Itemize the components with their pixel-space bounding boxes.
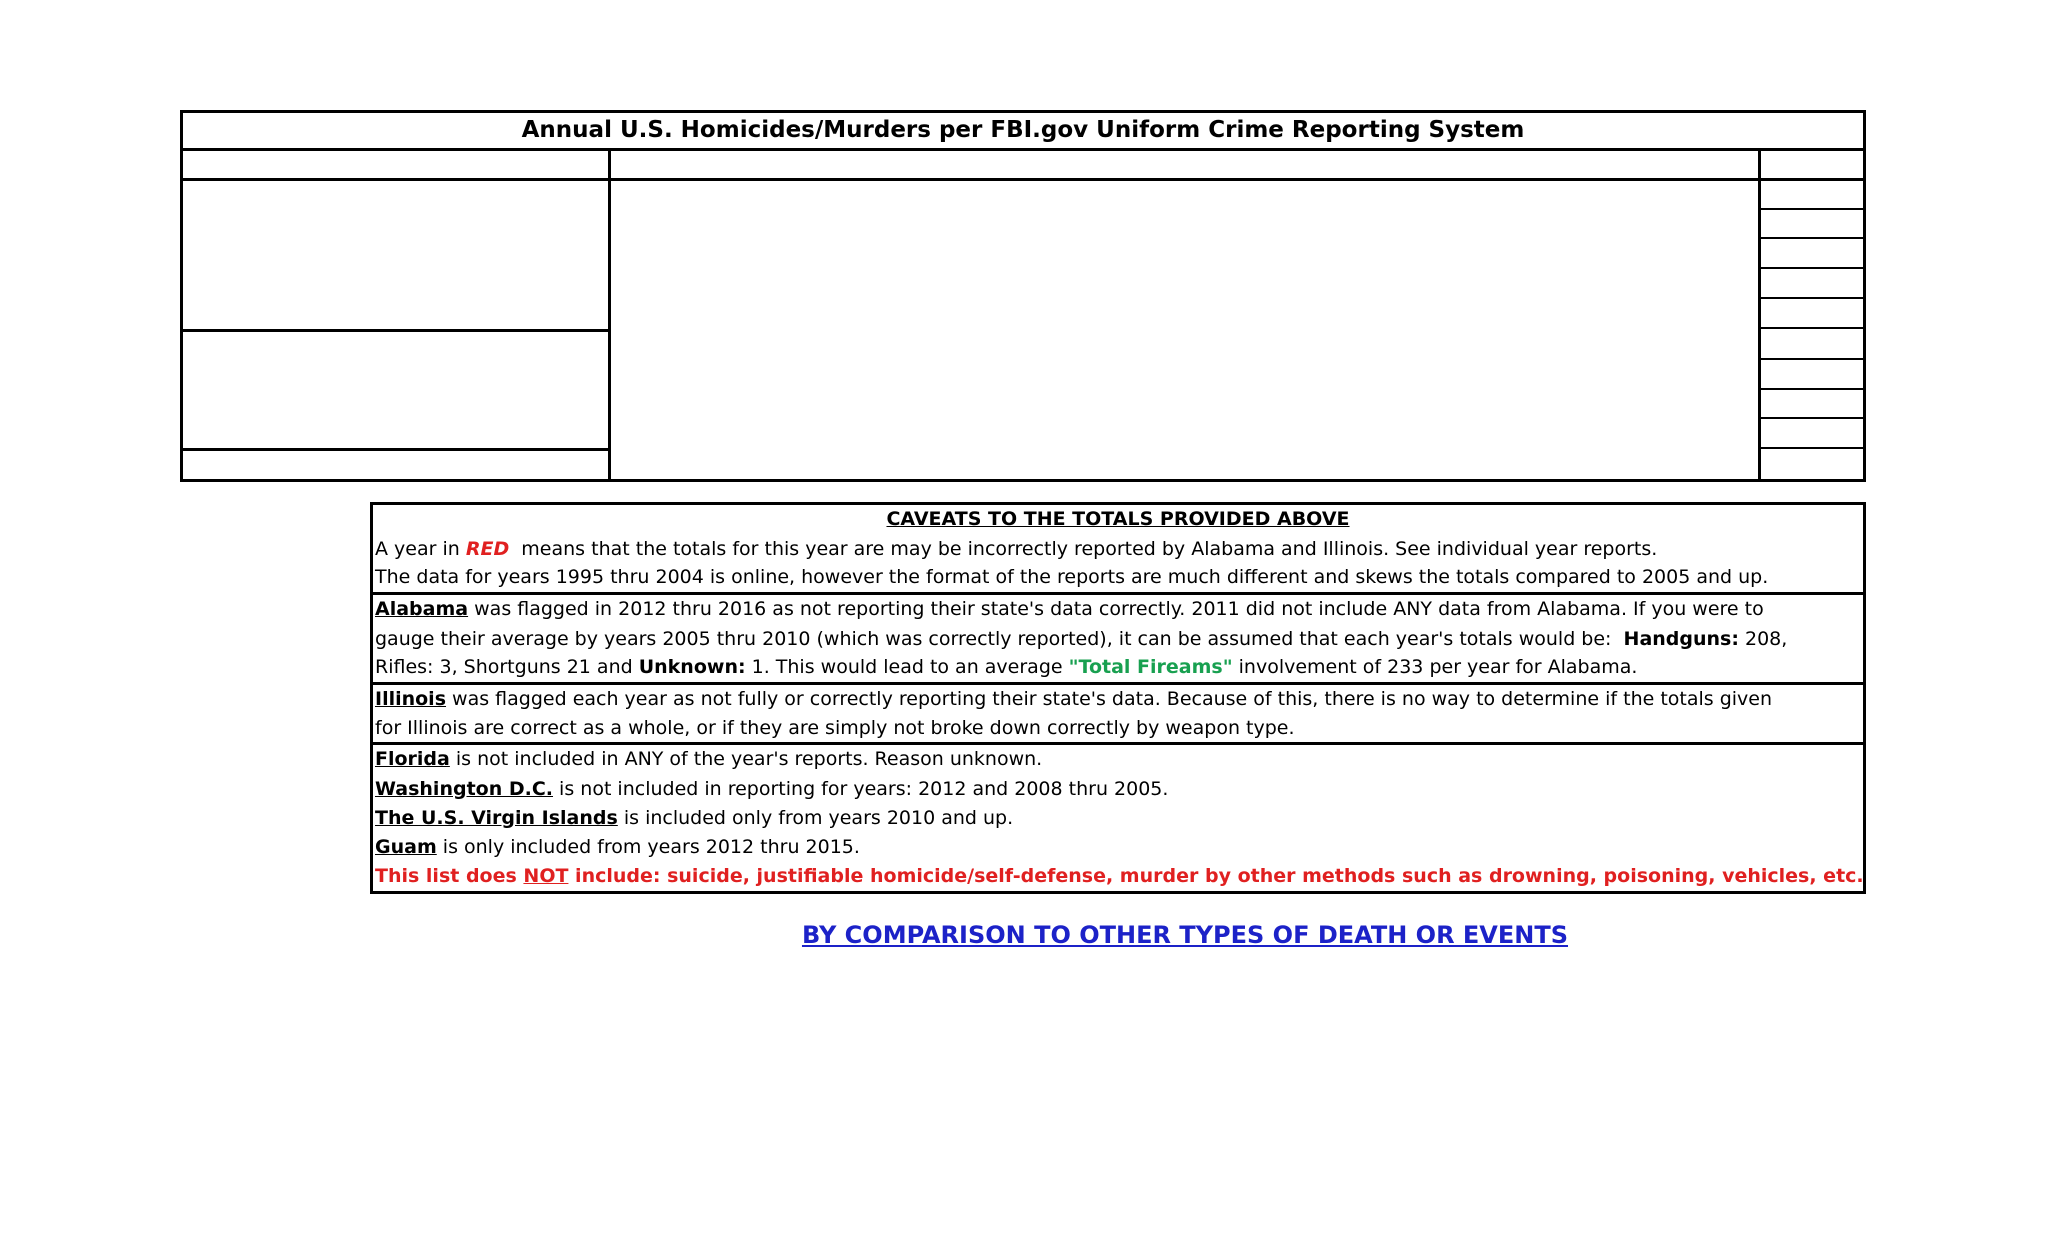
caveat-line (375, 774, 1168, 804)
caveat-line (375, 832, 860, 862)
caveat-line (375, 713, 1295, 743)
caveat-line (375, 684, 1772, 714)
divider (608, 148, 611, 482)
caveat-line (375, 562, 1768, 592)
caveat-text: Alabama (375, 598, 469, 620)
caveat-line (375, 803, 1013, 833)
caveat-line (375, 861, 1864, 891)
caveat-text: 1. This would lead to an average (745, 656, 1069, 678)
caveat-text: A year in (375, 538, 466, 560)
caveat-text: Handguns: (1623, 628, 1739, 650)
caveat-text: Rifles: 3, Shortguns 21 and (375, 656, 639, 678)
divider (1758, 417, 1866, 419)
caveat-text: NOT (523, 865, 569, 887)
caveat-text: Illinois (375, 688, 447, 710)
divider (1758, 447, 1866, 449)
divider (180, 448, 611, 451)
caveat-text: was flagged in 2012 thru 2016 as not reporting their state's data correctly. 2011 did not include ANY data from Alabama. If you were to (468, 598, 1764, 620)
divider (1758, 237, 1866, 239)
caveat-text: 208, (1738, 628, 1788, 650)
caveat-text: gauge their average by years 2005 thru 2010 (which was correctly reported), it can be assumed that each year's totals would be: (375, 628, 1624, 650)
caveat-text: means that the totals for this year are may be incorrectly reported by Alabama and Illinois. See individual year reports. (509, 538, 1658, 560)
caveat-text: is only included from years 2012 thru 2015. (436, 836, 860, 858)
caveat-text: Unknown: (638, 656, 746, 678)
divider (1758, 178, 1866, 180)
caveat-text: RED (465, 538, 510, 560)
caveat-text: "Total Fireams" (1068, 656, 1233, 678)
caveat-line (375, 652, 1637, 682)
comparison-title: BY COMPARISON TO OTHER TYPES OF DEATH OR EVENTS (801, 921, 1569, 949)
divider (180, 148, 1866, 151)
divider (180, 178, 1866, 181)
divider (1758, 358, 1866, 360)
caveat-text: was flagged each year as not fully or correctly reporting their state's data. Because of this, there is no way to determine if the totals given (446, 688, 1773, 710)
divider (1758, 267, 1866, 269)
divider (1758, 148, 1761, 482)
caveat-text: for Illinois are correct as a whole, or if they are simply not broke down correctly by weapon type. (375, 717, 1295, 739)
caveat-text: is not included in ANY of the year's reports. Reason unknown. (449, 748, 1043, 770)
caveat-text: Florida (375, 748, 450, 770)
caveat-text: Guam (375, 836, 437, 858)
divider (1758, 208, 1866, 210)
caveat-line (375, 624, 1787, 654)
caveat-text: is included only from years 2010 and up. (617, 807, 1014, 829)
divider (180, 329, 611, 332)
table-border (180, 110, 1866, 482)
caveat-text: Washington D.C. (375, 778, 554, 800)
table-title: Annual U.S. Homicides/Murders per FBI.gov Uniform Crime Reporting System (521, 117, 1525, 143)
divider (1758, 327, 1866, 329)
divider (1758, 388, 1866, 390)
caveat-line (375, 594, 1764, 624)
caveat-text: This list does (375, 865, 524, 887)
divider (1758, 297, 1866, 299)
caveat-text: is not included in reporting for years: 2012 and 2008 thru 2005. (553, 778, 1169, 800)
caveat-line (375, 534, 1657, 564)
caveat-text: The data for years 1995 thru 2004 is online, however the format of the reports are much different and skews the totals compared to 2005 and up. (375, 566, 1769, 588)
caveats-title: CAVEATS TO THE TOTALS PROVIDED ABOVE (886, 508, 1350, 530)
caveat-text: involvement of 233 per year for Alabama. (1232, 656, 1638, 678)
caveat-line (375, 744, 1042, 774)
caveat-text: The U.S. Virgin Islands (375, 807, 618, 829)
caveat-text: include: suicide, justifiable homicide/self-defense, murder by other methods such as drowning, poisoning, vehicles, etc. (568, 865, 1864, 887)
